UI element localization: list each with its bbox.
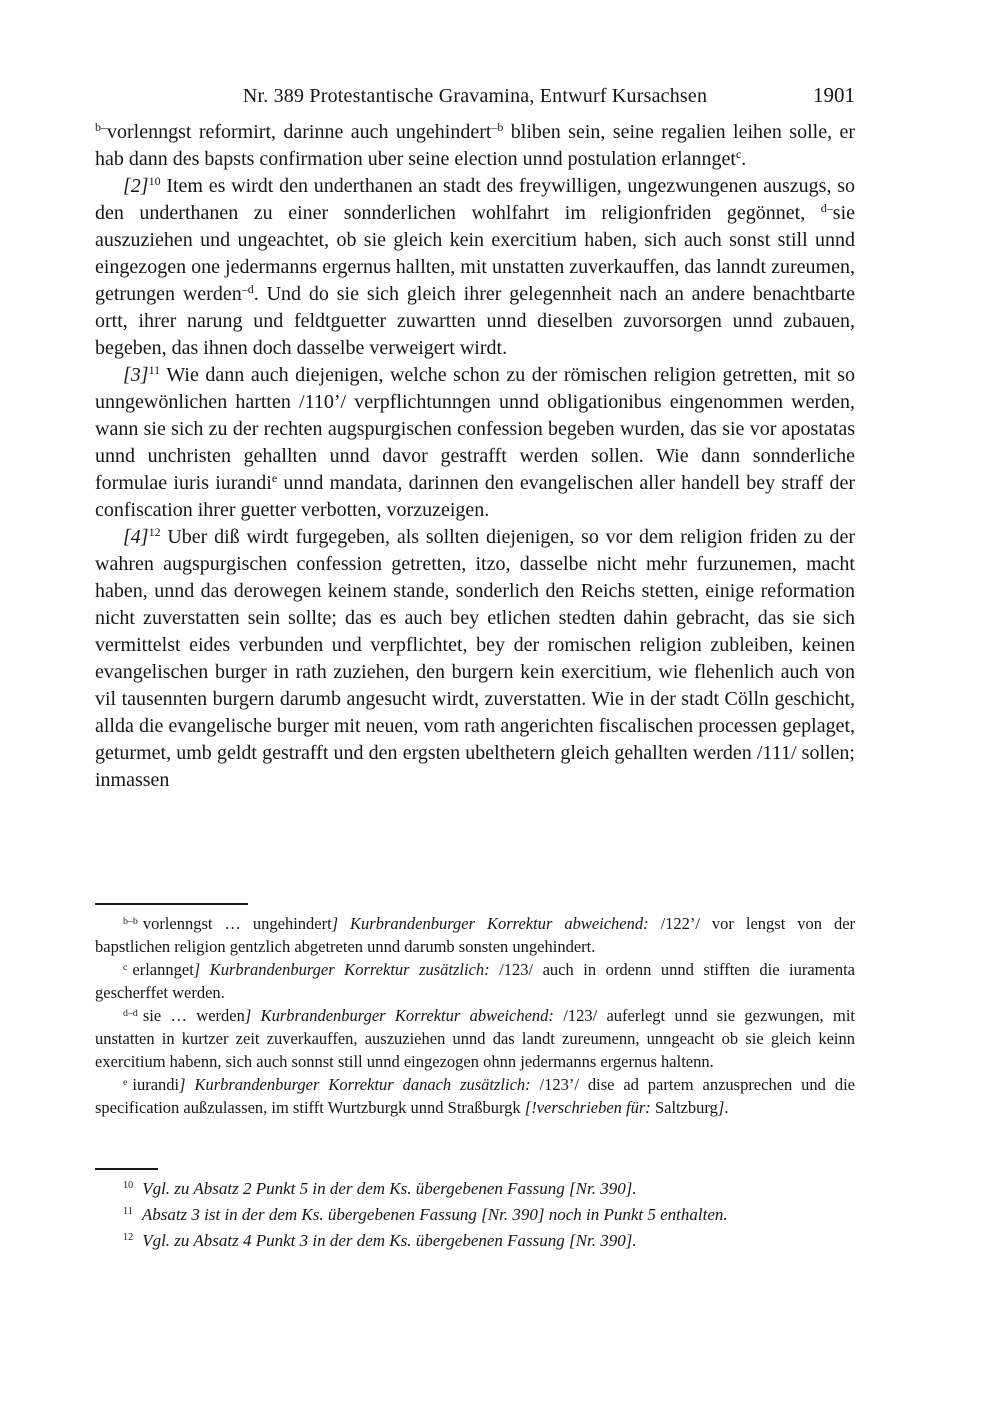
- apparatus-note: $^{d-d}$ sie … werden] Kurbrandenburger Korrektur abweichend: /123/ auferlegt unnd sie gezwungen, mit unstatten in kurtzer zeit zuverkauffen, auszuziehen unnd das landt zureumenn, unngeacht ob sie gleich keinn exercitium habenn, sich auch sonnst still unnd eingezogen ohnn jedermanns ergernus haltenn.: [95, 1006, 856, 1071]
- apparatus-section: [95, 903, 855, 1119]
- body-paragraph: $^{b-}$vorlenngst reformirt, darinne auch ungehindert$^{-b}$ bliben sein, seine regalien leihen solle, er hab dann des bapsts confirmation uber seine election unnd postulation erlannget$^c$.: [95, 120, 855, 170]
- footnote-item: [95, 1176, 855, 1202]
- footnote-text: Vgl. zu Absatz 4 Punkt 3 in der dem Ks. übergebenen Fassung [Nr. 390].: [142, 1231, 637, 1250]
- footnote-text: Absatz 3 ist in der dem Ks. übergebenen Fassung [Nr. 390] noch in Punkt 5 enthalten.: [141, 1205, 728, 1224]
- footnote-text: Vgl. zu Absatz 2 Punkt 5 in der dem Ks. übergebenen Fassung [Nr. 390].: [142, 1179, 637, 1198]
- footnote-number: 10: [123, 1180, 134, 1192]
- footnotes-section: [95, 1168, 855, 1254]
- body-paragraph: $[4]^{12}$ Uber diß wirdt furgegeben, als sollten diejenigen, so vor dem religion friden zu der wahren augspurgischen confession getretten, itzo, dasselbe nicht mehr furzunemen, macht haben, unnd das derowegen keinem stande, sonderlich den Reichs stetten, einige reformation nicht zuverstatten sein sollte; das es auch bey etlichen stedten dahin gebracht, das sie sich vermittelst eides verbunden und verpflichtet, bey der romischen religion zubleiben, keinen evangelischen burger in rath zuziehen, den burgern kein exercitium, wie flehenlich auch von vil tausennten burgern darumb angesucht wirdt, zuverstatten. Wie in der stadt Cölln geschicht, allda die evangelische burger mit neuen, vom rath angerichten fiscalischen processen geplaget, geturmet, umb geldt gestrafft und den ergsten ubelthetern gleich gehallten werden /111/ sollen; inmassen: [95, 525, 855, 791]
- body-paragraph: $[2]^{10}$ Item es wirdt den underthanen an stadt des freywilligen, ungezwungenen auszugs, so den underthanen zu einer sonnderlichen wohlfahrt im religionfriden gegönnet, $^{d-}$sie auszuziehen und ungeachtet, ob sie gleich kein exercitium haben, sich auch sonst still unnd eingezogen one jedermanns ergernus hallten, mit unstatten zuverkauffen, das lanndt zureumen, getrungen werden$^{-d}$. Und do sie sich gleich ihrer gelegennheit nach an andere benachtbarte ortt, ihrer narung und feldtguetter zuwartten unnd dieselben zuvorsorgen unnd zubauen, begeben, das ihnen doch dasselbe verweigert wirdt.: [95, 174, 855, 359]
- apparatus-note: $^c$ erlannget] Kurbrandenburger Korrektur zusätzlich: /123/ auch in ordenn unnd stifften die iuramenta gescherffet werden.: [95, 960, 855, 1002]
- body-text: [95, 119, 855, 794]
- page-header: [95, 84, 855, 108]
- apparatus-note: $^e$ iurandi] Kurbrandenburger Korrektur danach zusätzlich: /123’/ dise ad partem anzusprechen und die specification außzulassen, im stifft Wurtzburgk unnd Straßburgk [!verschrieben für: Saltzburg].: [95, 1075, 855, 1117]
- footnote-item: [95, 1202, 855, 1228]
- apparatus-note: $^{b-b}$ vorlenngst … ungehindert] Kurbrandenburger Korrektur abweichend: /122’/ vor lengst von der bapstlichen religion gentzlich abgetreten unnd darumb sonsten ungehindert.: [95, 914, 856, 956]
- footnote-number: 11: [123, 1206, 133, 1218]
- footnote-number: 12: [123, 1232, 134, 1244]
- apparatus-divider: [95, 903, 248, 905]
- footnotes-divider: [95, 1168, 158, 1170]
- running-title: Nr. 389 Protestantische Gravamina, Entwurf Kursachsen: [242, 85, 708, 107]
- footnote-item: [95, 1228, 855, 1254]
- page-number: 1901: [813, 83, 855, 107]
- body-paragraph: $[3]^{11}$ Wie dann auch diejenigen, welche schon zu der römischen religion getretten, mit so unngewönlichen hartten /110’/ verpflichtunngen unnd obligationibus eingenommen werden, wann sie sich zu der rechten augspurgischen confession begeben wurden, das sie vor apostatas unnd unchristen gehallten unnd davor gestrafft werden sollen. Wie dann sonnderliche formulae iuris iurandi$^e$ unnd mandata, darinnen den evangelischen aller handell bey straff der confiscation ihrer guetter verbotten, vorzuzeigen.: [95, 363, 855, 521]
